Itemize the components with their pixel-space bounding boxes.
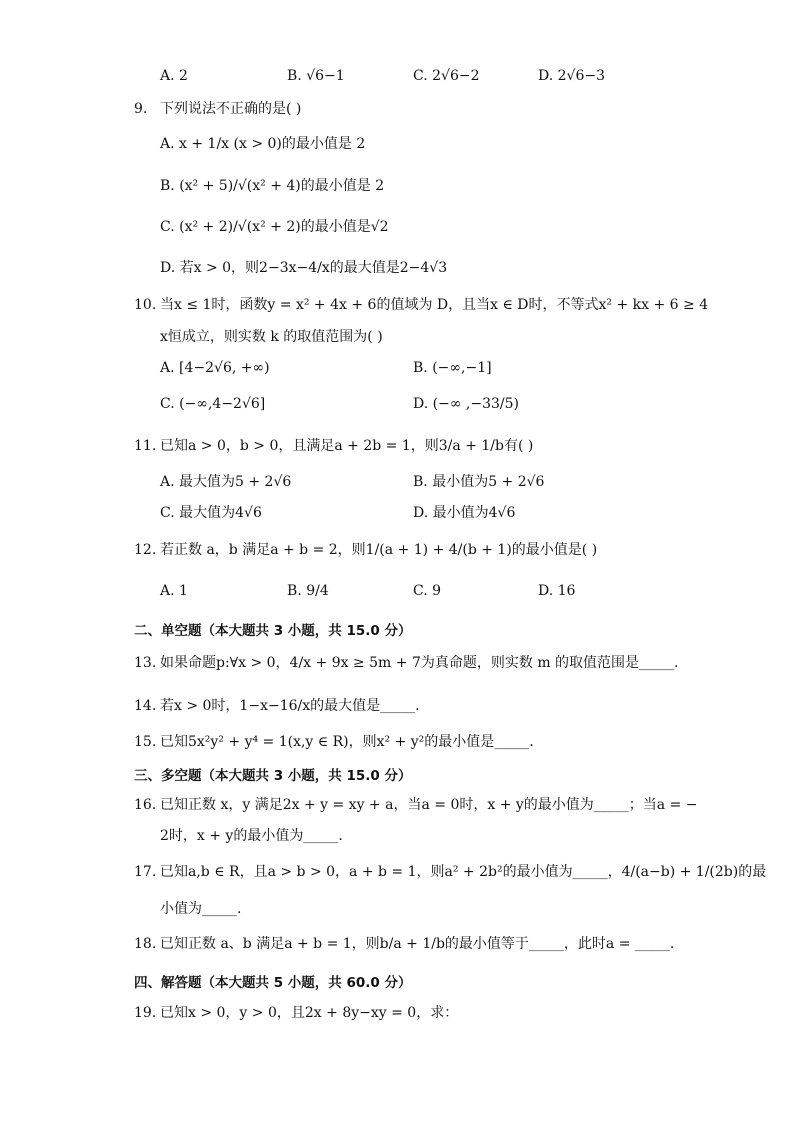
section-heading-solutions: 四、解答题（本大题共 5 小题，共 60.0 分） [134, 975, 412, 991]
option-c: C. 最大值为4√6 [160, 505, 262, 521]
option-a: A. [4−2√6, +∞) [160, 360, 270, 376]
option-d: D. 最小值为4√6 [413, 505, 516, 521]
option-c: C. (−∞,4−2√6] [160, 396, 266, 412]
question-stem-continued: x恒成立，则实数 k 的取值范围为( ) [160, 329, 383, 345]
question-number: 15. [134, 734, 157, 750]
option-b: B. 9/4 [287, 583, 329, 599]
question-number: 17. [134, 864, 157, 880]
question-number: 9. [134, 101, 148, 117]
option-c: C. 9 [413, 583, 442, 599]
question-stem: 当x ≤ 1时，函数y = x² + 4x + 6的值域为 D，且当x ∈ D时，不等式x² + kx + 6 ≥ 4 [160, 297, 709, 313]
question-stem: 已知正数 x，y 满足2x + y = xy + a，当a = 0时，x + y的最小值为_____；当a = − [160, 797, 698, 813]
question-stem: 已知正数 a、b 满足a + b = 1，则b/a + 1/b的最小值等于_____，此时a = _____. [160, 936, 675, 952]
question-number: 12. [134, 542, 157, 558]
option-b: B. √6−1 [287, 68, 345, 84]
option-a: A. 最大值为5 + 2√6 [160, 474, 292, 490]
option-a: A. 2 [160, 68, 188, 84]
question-number: 11. [134, 438, 157, 454]
question-number: 16. [134, 797, 157, 813]
option-d: D. 16 [538, 583, 576, 599]
question-number: 13. [134, 655, 157, 671]
question-stem: 已知a > 0，b > 0，且满足a + 2b = 1，则3/a + 1/b有( ) [160, 438, 534, 454]
question-number: 10. [134, 297, 157, 313]
question-stem: 已知x > 0，y > 0，且2x + 8y−xy = 0，求： [160, 1005, 459, 1021]
option-c: C. 2√6−2 [413, 68, 480, 84]
option-a: A. 1 [160, 583, 188, 599]
question-number: 18. [134, 936, 157, 952]
question-stem: 下列说法不正确的是( ) [160, 101, 302, 117]
question-stem: 若x > 0时，1−x−16/x的最大值是_____. [160, 698, 420, 714]
question-number: 19. [134, 1005, 157, 1021]
question-stem-continued: 小值为_____. [160, 901, 242, 917]
option-a: A. x + 1/x (x > 0)的最小值是 2 [160, 136, 366, 152]
question-stem: 若正数 a，b 满足a + b = 2，则1/(a + 1) + 4/(b + 1)的最小值是( ) [160, 542, 598, 558]
option-b: B. (−∞,−1] [413, 360, 492, 376]
question-stem: 已知a,b ∈ R，且a > b > 0，a + b = 1，则a² + 2b²的最小值为_____，4/(a−b) + 1/(2b)的最 [160, 864, 767, 880]
question-stem-continued: 2时，x + y的最小值为_____. [160, 828, 343, 844]
option-c: C. (x² + 2)/√(x² + 2)的最小值是√2 [160, 219, 389, 235]
option-b: B. (x² + 5)/√(x² + 4)的最小值是 2 [160, 178, 385, 194]
option-d: D. 若x > 0，则2−3x−4/x的最大值是2−4√3 [160, 260, 448, 276]
option-d: D. 2√6−3 [538, 68, 605, 84]
option-b: B. 最小值为5 + 2√6 [413, 474, 545, 490]
option-d: D. (−∞ ,−33/5) [413, 396, 520, 412]
section-heading-multi-blank: 三、多空题（本大题共 3 小题，共 15.0 分） [134, 768, 412, 784]
section-heading-single-blank: 二、单空题（本大题共 3 小题，共 15.0 分） [134, 623, 412, 639]
question-stem: 已知5x²y² + y⁴ = 1(x,y ∈ R)，则x² + y²的最小值是_____. [160, 734, 534, 750]
question-number: 14. [134, 698, 157, 714]
question-stem: 如果命题p:∀x > 0，4/x + 9x ≥ 5m + 7为真命题，则实数 m 的取值范围是_____. [160, 655, 679, 671]
